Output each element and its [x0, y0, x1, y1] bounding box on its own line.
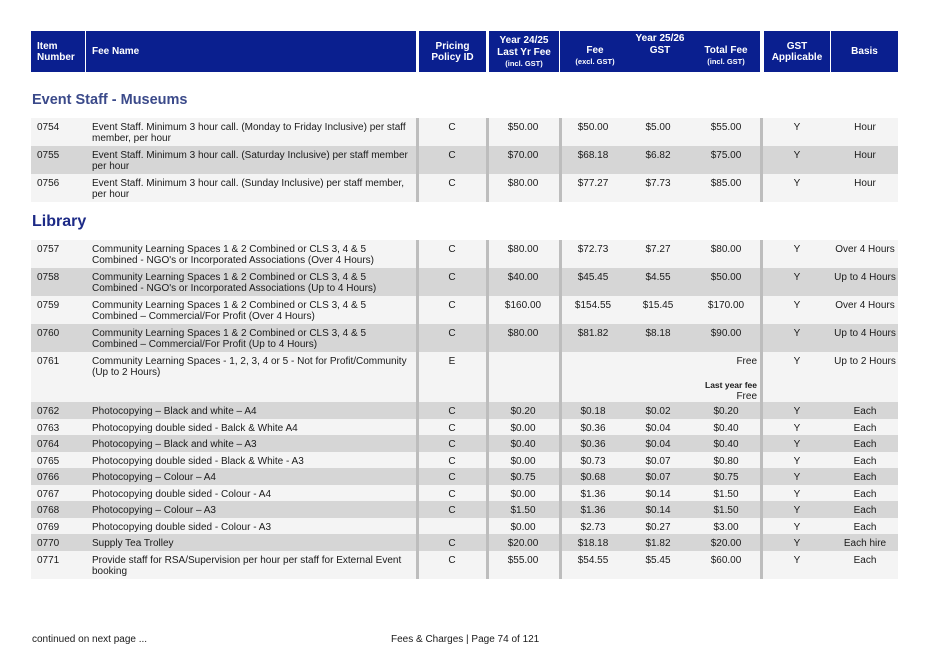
column-divider [760, 296, 763, 324]
header-gst-applicable: GST Applicable [764, 31, 830, 72]
footer-continued: continued on next page ... [32, 634, 148, 645]
column-divider [486, 452, 489, 468]
column-divider [559, 419, 562, 435]
column-divider [486, 268, 489, 296]
gst-applicable: Y [793, 150, 801, 161]
gst-applicable: Y [793, 122, 801, 133]
gst-amount: $15.45 [642, 300, 674, 311]
table-row [31, 174, 898, 202]
column-divider [416, 146, 419, 174]
column-divider [486, 118, 489, 146]
header-total-fee: Total Fee (incl. GST) [704, 44, 748, 66]
last-year-fee: $0.00 [510, 522, 536, 533]
fee-name: Photocopying double sided - Balck & White A4 [92, 423, 298, 434]
table-row [31, 501, 898, 518]
column-divider [559, 534, 562, 551]
column-divider [760, 468, 763, 485]
fee-name: Photocopying double sided - Black & White - A3 [92, 456, 304, 467]
table-row [31, 146, 898, 174]
last-year-fee-note [691, 380, 761, 402]
item-number: 0756 [37, 178, 60, 189]
table-row [31, 419, 898, 435]
total-fee: $80.00 [710, 244, 742, 255]
table-row [31, 518, 898, 534]
column-divider [416, 240, 419, 268]
column-divider [486, 419, 489, 435]
item-number: 0758 [37, 272, 60, 283]
item-number: 0761 [37, 356, 60, 367]
column-divider [559, 518, 562, 534]
pricing-policy-id: C [448, 300, 456, 311]
gst-amount: $0.02 [645, 406, 671, 417]
column-divider [760, 518, 763, 534]
item-number: 0769 [37, 522, 60, 533]
fee-name: Photocopying double sided - Colour - A4 [92, 489, 272, 500]
gst-applicable: Y [793, 406, 801, 417]
column-divider [760, 485, 763, 501]
gst-amount: $7.73 [645, 178, 671, 189]
fee-name: Community Learning Spaces 1 & 2 Combined or CLS 3, 4 & 5 Combined - NGO's or Incorporated Associations (Up to 4 Hours) [92, 272, 377, 294]
column-divider [760, 551, 763, 579]
table-row [31, 296, 898, 324]
total-fee: $3.00 [713, 522, 739, 533]
column-divider [559, 551, 562, 579]
column-divider [559, 240, 562, 268]
pricing-policy-id: C [448, 505, 456, 516]
item-number: 0757 [37, 244, 60, 255]
fee-name: Supply Tea Trolley [92, 538, 174, 549]
last-year-fee: $0.00 [510, 423, 536, 434]
table-row [31, 352, 898, 402]
gst-applicable: Y [793, 505, 801, 516]
table-row [31, 468, 898, 485]
gst-applicable: Y [793, 522, 801, 533]
column-divider [760, 240, 763, 268]
pricing-policy-id: C [448, 456, 456, 467]
column-divider [486, 551, 489, 579]
total-fee: $20.00 [710, 538, 742, 549]
column-divider [559, 118, 562, 146]
fee-excl-gst: $68.18 [577, 150, 609, 161]
item-number: 0766 [37, 472, 60, 483]
pricing-policy-id: E [448, 356, 456, 367]
fee-name: Community Learning Spaces 1 & 2 Combined or CLS 3, 4 & 5 Combined – Commercial/For Profit (Over 4 Hours) [92, 300, 367, 322]
gst-amount: $6.82 [645, 150, 671, 161]
column-divider [486, 296, 489, 324]
last-year-fee: $55.00 [507, 555, 539, 566]
gst-amount: $0.07 [645, 456, 671, 467]
fee-excl-gst: $2.73 [580, 522, 606, 533]
pricing-policy-id: C [448, 472, 456, 483]
column-divider [559, 352, 562, 402]
table-row [31, 268, 898, 296]
total-fee: $90.00 [710, 328, 742, 339]
column-divider [416, 452, 419, 468]
gst-amount: $0.04 [645, 439, 671, 450]
item-number: 0764 [37, 439, 60, 450]
gst-applicable: Y [793, 423, 801, 434]
fee-excl-gst: $0.36 [580, 423, 606, 434]
column-divider [416, 118, 419, 146]
basis: Hour [854, 122, 876, 133]
column-divider [416, 296, 419, 324]
basis: Over 4 Hours [835, 300, 895, 311]
column-divider [486, 518, 489, 534]
last-year-fee: $50.00 [507, 122, 539, 133]
column-divider [486, 174, 489, 202]
column-divider [559, 402, 562, 419]
table-row [31, 485, 898, 501]
fee-name: Event Staff. Minimum 3 hour call. (Sunday Inclusive) per staff member, per hour [92, 178, 404, 200]
column-divider [416, 551, 419, 579]
basis: Each [853, 423, 877, 434]
last-year-fee: $0.00 [510, 456, 536, 467]
total-fee: $0.40 [713, 423, 739, 434]
total-fee: $85.00 [710, 178, 742, 189]
table-row [31, 240, 898, 268]
last-year-fee: $160.00 [504, 300, 542, 311]
pricing-policy-id: C [448, 122, 456, 133]
item-number: 0765 [37, 456, 60, 467]
fee-name: Photocopying double sided - Colour - A3 [92, 522, 272, 533]
pricing-policy-id: C [448, 555, 456, 566]
header-gst: GST [649, 45, 671, 56]
item-number: 0768 [37, 505, 60, 516]
gst-applicable: Y [793, 244, 801, 255]
pricing-policy-id: C [448, 272, 456, 283]
total-fee: $1.50 [713, 489, 739, 500]
column-divider [486, 468, 489, 485]
column-divider [416, 485, 419, 501]
pricing-policy-id: C [448, 328, 456, 339]
column-divider [416, 268, 419, 296]
column-divider [416, 402, 419, 419]
last-year-value: Free [736, 391, 757, 402]
item-number: 0762 [37, 406, 60, 417]
column-divider [760, 352, 763, 402]
column-divider [760, 501, 763, 518]
table-row [31, 551, 898, 579]
last-year-fee: $80.00 [507, 178, 539, 189]
fee-excl-gst: $18.18 [577, 538, 609, 549]
column-divider [559, 485, 562, 501]
basis: Hour [854, 150, 876, 161]
column-divider [486, 324, 489, 352]
gst-amount: $0.14 [645, 505, 671, 516]
gst-amount: $0.07 [645, 472, 671, 483]
table-row [31, 402, 898, 419]
basis: Over 4 Hours [835, 244, 895, 255]
column-divider [416, 324, 419, 352]
header-basis: Basis [831, 31, 898, 72]
basis: Each [853, 555, 877, 566]
fee-excl-gst: $154.55 [574, 300, 612, 311]
gst-amount: $0.27 [645, 522, 671, 533]
basis: Up to 4 Hours [834, 272, 896, 283]
column-divider [559, 324, 562, 352]
gst-amount: $0.14 [645, 489, 671, 500]
column-divider [760, 452, 763, 468]
total-fee: $0.40 [713, 439, 739, 450]
fee-name: Community Learning Spaces 1 & 2 Combined or CLS 3, 4 & 5 Combined – Commercial/For Profit (Up to 4 Hours) [92, 328, 367, 350]
total-fee: $0.75 [713, 472, 739, 483]
gst-applicable: Y [793, 356, 801, 367]
column-divider [559, 268, 562, 296]
column-divider [559, 146, 562, 174]
total-fee: $170.00 [707, 300, 745, 311]
total-fee: Free [736, 356, 757, 367]
item-number: 0763 [37, 423, 60, 434]
gst-applicable: Y [793, 538, 801, 549]
column-divider [559, 501, 562, 518]
pricing-policy-id: C [448, 439, 456, 450]
gst-amount: $7.27 [645, 244, 671, 255]
fee-excl-gst: $0.73 [580, 456, 606, 467]
column-divider [760, 402, 763, 419]
column-divider [416, 352, 419, 402]
fee-name: Photocopying – Black and white – A4 [92, 406, 257, 417]
section-title-museums: Event Staff - Museums [32, 92, 188, 108]
fee-excl-gst: $54.55 [577, 555, 609, 566]
column-divider [486, 534, 489, 551]
item-number: 0759 [37, 300, 60, 311]
basis: Each [853, 406, 877, 417]
total-fee: $50.00 [710, 272, 742, 283]
column-divider [559, 296, 562, 324]
basis: Each [853, 439, 877, 450]
last-year-fee: $80.00 [507, 328, 539, 339]
basis: Each [853, 505, 877, 516]
gst-applicable: Y [793, 178, 801, 189]
fee-name: Event Staff. Minimum 3 hour call. (Saturday Inclusive) per staff member per hour [92, 150, 408, 172]
item-number: 0767 [37, 489, 60, 500]
pricing-policy-id: C [448, 406, 456, 417]
gst-amount: $1.82 [645, 538, 671, 549]
header-pricing-policy: Pricing Policy ID [419, 31, 486, 72]
fee-name: Provide staff for RSA/Supervision per hour per staff for External Event booking [92, 555, 402, 577]
basis: Each [853, 456, 877, 467]
header-year-2526: Year 25/26 [635, 33, 685, 44]
column-divider [416, 501, 419, 518]
table-row [31, 534, 898, 551]
total-fee: $55.00 [710, 122, 742, 133]
last-year-fee: $70.00 [507, 150, 539, 161]
basis: Hour [854, 178, 876, 189]
item-number: 0754 [37, 122, 60, 133]
gst-applicable: Y [793, 300, 801, 311]
last-year-fee: $0.00 [510, 489, 536, 500]
last-year-fee: $1.50 [510, 505, 536, 516]
column-divider [486, 146, 489, 174]
total-fee: $75.00 [710, 150, 742, 161]
column-divider [416, 435, 419, 452]
column-divider [559, 174, 562, 202]
fee-excl-gst: $72.73 [577, 244, 609, 255]
gst-applicable: Y [793, 456, 801, 467]
basis: Each hire [843, 538, 887, 549]
gst-amount: $8.18 [645, 328, 671, 339]
basis: Each [853, 522, 877, 533]
fee-excl-gst: $0.18 [580, 406, 606, 417]
column-divider [559, 452, 562, 468]
gst-amount: $5.45 [645, 555, 671, 566]
column-divider [416, 534, 419, 551]
column-divider [760, 118, 763, 146]
fee-excl-gst: $1.36 [580, 489, 606, 500]
pricing-policy-id: C [448, 489, 456, 500]
column-divider [486, 435, 489, 452]
pricing-policy-id: C [448, 423, 456, 434]
fee-name: Photocopying – Colour – A4 [92, 472, 216, 483]
pricing-policy-id: C [448, 150, 456, 161]
column-divider [760, 174, 763, 202]
column-divider [760, 146, 763, 174]
gst-applicable: Y [793, 555, 801, 566]
gst-amount: $5.00 [645, 122, 671, 133]
fee-excl-gst: $77.27 [577, 178, 609, 189]
column-divider [416, 518, 419, 534]
gst-amount: $0.04 [645, 423, 671, 434]
fee-name: Photocopying – Black and white – A3 [92, 439, 257, 450]
column-divider [559, 468, 562, 485]
column-divider [486, 501, 489, 518]
column-divider [760, 419, 763, 435]
basis: Each [853, 489, 877, 500]
total-fee: $0.80 [713, 456, 739, 467]
column-divider [486, 352, 489, 402]
fee-name: Community Learning Spaces 1 & 2 Combined or CLS 3, 4 & 5 Combined - NGO's or Incorporated Associations (Over 4 Hours) [92, 244, 375, 266]
header-fee: Fee (excl. GST) [575, 44, 615, 66]
total-fee: $0.20 [713, 406, 739, 417]
header-fee-name: Fee Name [86, 31, 416, 72]
gst-applicable: Y [793, 489, 801, 500]
gst-amount: $4.55 [645, 272, 671, 283]
column-divider [416, 419, 419, 435]
basis: Up to 4 Hours [834, 328, 896, 339]
gst-applicable: Y [793, 272, 801, 283]
fee-excl-gst: $50.00 [577, 122, 609, 133]
last-year-fee: $80.00 [507, 244, 539, 255]
fee-excl-gst: $45.45 [577, 272, 609, 283]
fee-excl-gst: $0.36 [580, 439, 606, 450]
section-title-library: Library [32, 213, 87, 230]
column-divider [486, 402, 489, 419]
column-divider [760, 268, 763, 296]
table-row [31, 452, 898, 468]
gst-applicable: Y [793, 328, 801, 339]
column-divider [760, 534, 763, 551]
total-fee: $1.50 [713, 505, 739, 516]
last-year-fee: $0.40 [510, 439, 536, 450]
column-divider [760, 324, 763, 352]
header-last-yr-fee: Year 24/25 Last Yr Fee (incl. GST) [489, 31, 559, 72]
fee-name: Community Learning Spaces - 1, 2, 3, 4 or 5 - Not for Profit/Community (Up to 2 Hours) [92, 356, 407, 378]
gst-applicable: Y [793, 439, 801, 450]
fee-name: Event Staff. Minimum 3 hour call. (Monday to Friday Inclusive) per staff member, per hour [92, 122, 406, 144]
total-fee: $60.00 [710, 555, 742, 566]
table-row [31, 118, 898, 146]
item-number: 0755 [37, 150, 60, 161]
table-row [31, 435, 898, 452]
fee-excl-gst: $0.68 [580, 472, 606, 483]
basis: Each [853, 472, 877, 483]
fee-name: Photocopying – Colour – A3 [92, 505, 216, 516]
last-year-fee: $0.20 [510, 406, 536, 417]
column-divider [760, 435, 763, 452]
basis: Up to 2 Hours [834, 356, 896, 367]
fee-excl-gst: $81.82 [577, 328, 609, 339]
header-item-number: Item Number [31, 31, 85, 72]
item-number: 0760 [37, 328, 60, 339]
column-divider [486, 240, 489, 268]
last-year-fee: $40.00 [507, 272, 539, 283]
pricing-policy-id: C [448, 538, 456, 549]
column-divider [416, 468, 419, 485]
column-divider [416, 174, 419, 202]
pricing-policy-id: C [448, 244, 456, 255]
footer-page-number: Fees & Charges | Page 74 of 121 [391, 634, 540, 645]
last-year-label: Last year fee [705, 380, 757, 390]
item-number: 0771 [37, 555, 60, 566]
item-number: 0770 [37, 538, 60, 549]
table-header [31, 31, 898, 72]
table-row [31, 324, 898, 352]
column-divider [486, 485, 489, 501]
column-divider [559, 435, 562, 452]
last-year-fee: $0.75 [510, 472, 536, 483]
gst-applicable: Y [793, 472, 801, 483]
pricing-policy-id: C [448, 178, 456, 189]
fee-excl-gst: $1.36 [580, 505, 606, 516]
last-year-fee: $20.00 [507, 538, 539, 549]
